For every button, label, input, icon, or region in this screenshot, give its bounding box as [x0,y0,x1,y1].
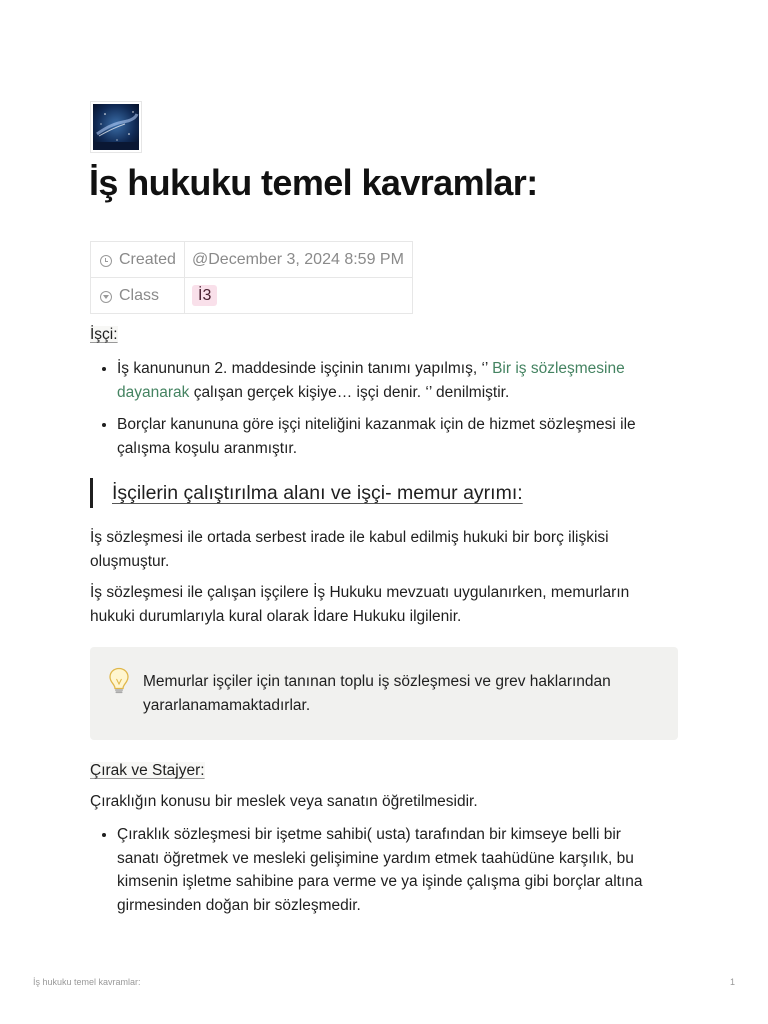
list-item: • Borçlar kanununa göre işçi niteliğini kazanmak için de hizmet sözleşmesi ile çalışma koşulu aranmıştır. [117,413,677,460]
property-value-created[interactable]: @December 3, 2024 8:59 PM [185,242,413,278]
paragraph-1: İş sözleşmesi ile ortada serbest irade ile kabul edilmiş hukuki bir borç ilişkisi oluşmuştur. [90,529,609,570]
footer-page-number: 1 [730,977,736,987]
footer-title: İş hukuku temel kavramlar: [33,977,141,987]
page-title: İş hukuku temel kavramlar: [89,162,538,203]
clock-icon [100,255,112,267]
cirak-label: Çırak ve Stajyer: [90,762,205,779]
paragraph-3: Çıraklığın konusu bir meslek veya sanatın öğretilmesidir. [90,793,478,810]
lightbulb-icon [108,667,130,695]
list-item: • Çıraklık sözleşmesi bir işetme sahibi( usta) tarafından bir kimseye belli bir sanatı öğretmek ve mesleki gelişimine yardım etmek taahüdüne karşılık, bu kimsenin işletme sahibine para verme ve ya işinde çalışma gibi borçlar altına girmesinden doğan bir sözleşmedir. [117,823,665,917]
callout [90,647,678,740]
list-item: • İş kanununun 2. maddesinde işçinin tanımı yapılmış, ‘’ Bir iş sözleşmesine dayanarak çalışan gerçek kişiye… işçi denir. ‘’ denilmiştir. [117,357,677,404]
class-tag[interactable]: İ3 [192,285,217,306]
property-label-class: Class [119,286,160,304]
green-text: Bir iş sözleşmesine dayanarak [117,360,625,401]
paragraph-2: İş sözleşmesi ile çalışan işçilere İş Hukuku mevzuatı uygulanırken, memurların hukuki durumlarıyla kural olarak İdare Hukuku ilgilenir. [90,584,630,625]
quote-heading: İşçilerin çalıştırılma alanı ve işçi- memur ayrımı: [90,478,523,508]
bullet-list-1 [90,357,677,469]
property-label-created: Created [119,250,176,268]
property-row-created[interactable] [91,242,413,278]
page-icon [90,101,142,153]
isci-label: İşçi: [90,326,118,343]
callout-text: Memurlar işçiler için tanınan toplu iş sözleşmesi ve grev haklarından yararlanamamaktadırlar. [143,673,611,714]
galaxy-image-icon [93,104,139,150]
select-icon [100,291,112,303]
property-row-class[interactable] [91,278,413,314]
bullet-list-2 [90,823,665,926]
properties-table [90,241,413,314]
